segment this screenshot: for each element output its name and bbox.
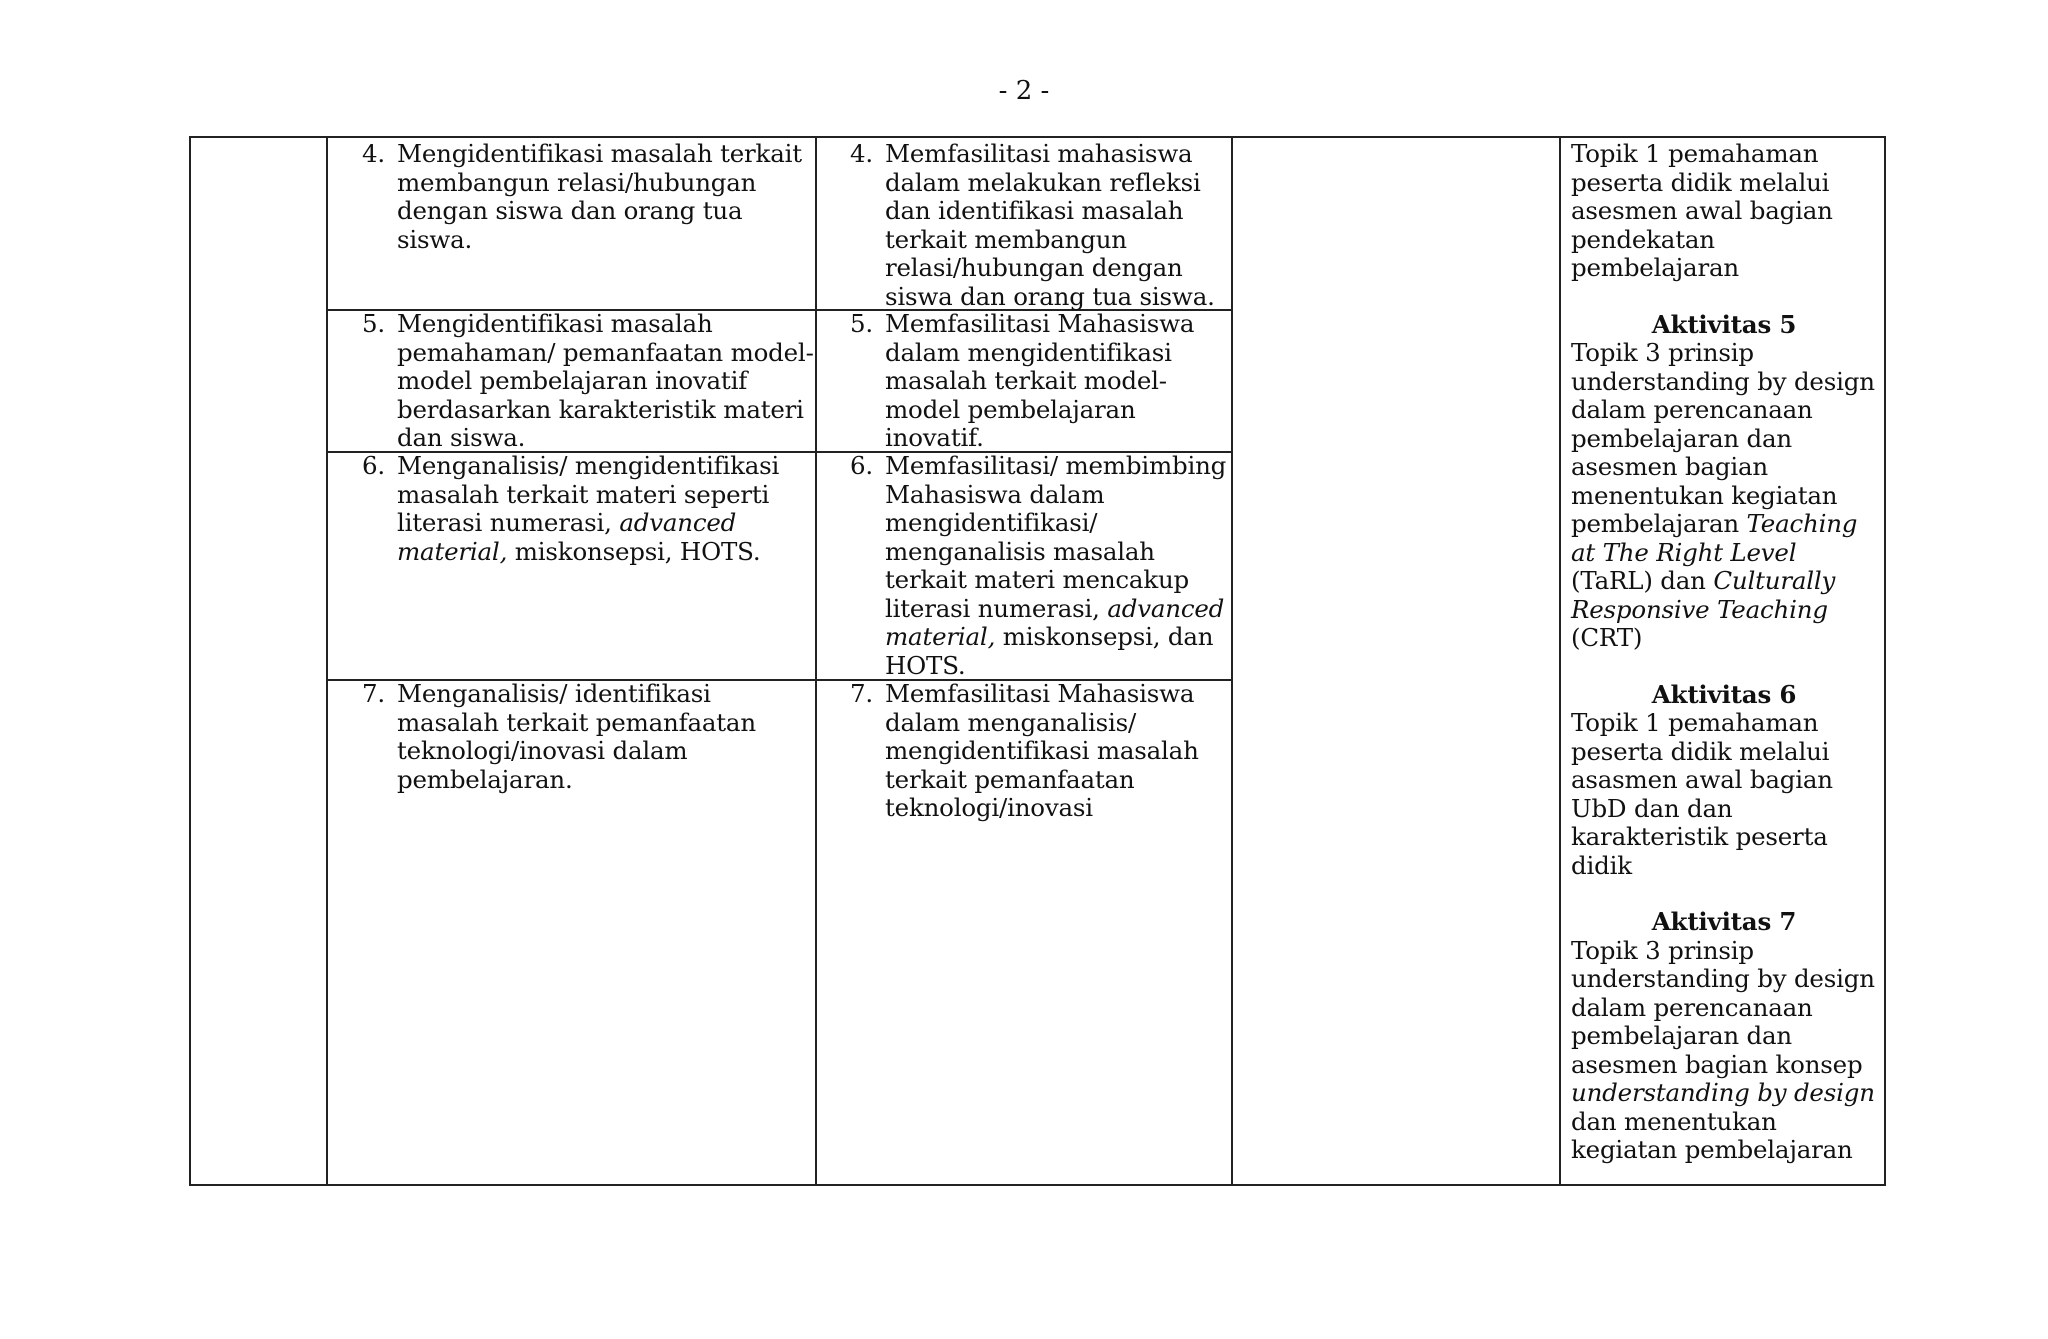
item-number: 6. — [850, 451, 873, 480]
item-number: 7. — [362, 679, 385, 708]
activity-6-title: Aktivitas 6 — [1651, 679, 1797, 709]
table-cell-indicator-6 — [357, 452, 817, 566]
italic-term: advanced material, — [885, 593, 1225, 651]
activity-5-title: Aktivitas 5 — [1651, 309, 1797, 339]
item-text: Menganalisis/ mengidentifikasi masalah terkait materi seperti literasi numerasi, advanced material, miskonsepsi, HOTS. — [397, 451, 780, 566]
table-cell-activity-5 — [845, 310, 1231, 453]
activities-column — [1571, 140, 1877, 1165]
item-text: Mengidentifikasi masalah terkait membangun relasi/hubungan dengan siswa dan orang tua siswa. — [397, 139, 802, 254]
page-number: - 2 - — [998, 76, 1050, 106]
column-divider — [1231, 138, 1233, 1184]
item-text: Mengidentifikasi masalah pemahaman/ pemanfaatan model-model pembelajaran inovatif berdasarkan karakteristik materi dan siswa. — [397, 309, 814, 452]
activity-table — [189, 136, 1886, 1186]
column-divider — [326, 138, 328, 1184]
activity-intro: Topik 1 pemahaman peserta didik melalui asesmen awal bagian pendekatan pembelajaran — [1571, 139, 1833, 282]
item-text: Memfasilitasi Mahasiswa dalam mengidentifikasi masalah terkait model-model pembelajaran inovatif. — [885, 309, 1195, 452]
item-number: 5. — [850, 309, 873, 338]
item-text: Memfasilitasi Mahasiswa dalam menganalisis/ mengidentifikasi masalah terkait pemanfaatan teknologi/inovasi — [885, 679, 1199, 822]
item-text: Memfasilitasi/ membimbing Mahasiswa dalam mengidentifikasi/ menganalisis masalah terkait materi mencakup literasi numerasi, advanced material, miskonsepsi, dan HOTS. — [885, 451, 1227, 680]
table-cell-activity-6 — [845, 452, 1231, 680]
item-number: 7. — [850, 679, 873, 708]
italic-term: advanced material, — [397, 508, 737, 566]
table-cell-activity-7 — [845, 680, 1231, 823]
item-text: Menganalisis/ identifikasi masalah terkait pemanfaatan teknologi/inovasi dalam pembelajaran. — [397, 679, 756, 794]
activity-7-title: Aktivitas 7 — [1651, 907, 1797, 936]
activity-5-text: Topik 3 prinsip understanding by design dalam perencanaan pembelajaran dan asesmen bagian menentukan kegiatan pembelajaran Teaching at The Right Level (TaRL) dan Culturally Responsive Teaching (CRT) — [1571, 338, 1875, 652]
table-cell-indicator-4 — [357, 140, 817, 254]
column-divider — [1559, 138, 1561, 1184]
item-number: 5. — [362, 309, 385, 338]
item-number: 6. — [362, 451, 385, 480]
activity-7-text: Topik 3 prinsip understanding by design dalam perencanaan pembelajaran dan asesmen bagian konsep understanding by design dan menentukan kegiatan pembelajaran — [1571, 935, 1875, 1164]
item-text: Memfasilitasi mahasiswa dalam melakukan refleksi dan identifikasi masalah terkait membangun relasi/hubungan dengan siswa dan orang tua siswa. — [885, 139, 1215, 311]
column-divider — [815, 138, 817, 1184]
activity-6-text: Topik 1 pemahaman peserta didik melalui asasmen awal bagian UbD dan dan karakteristik peserta didik — [1571, 708, 1833, 880]
item-number: 4. — [850, 139, 873, 168]
table-cell-activity-4 — [845, 140, 1231, 311]
table-cell-indicator-7 — [357, 680, 817, 794]
table-cell-indicator-5 — [357, 310, 817, 453]
item-number: 4. — [362, 139, 385, 168]
